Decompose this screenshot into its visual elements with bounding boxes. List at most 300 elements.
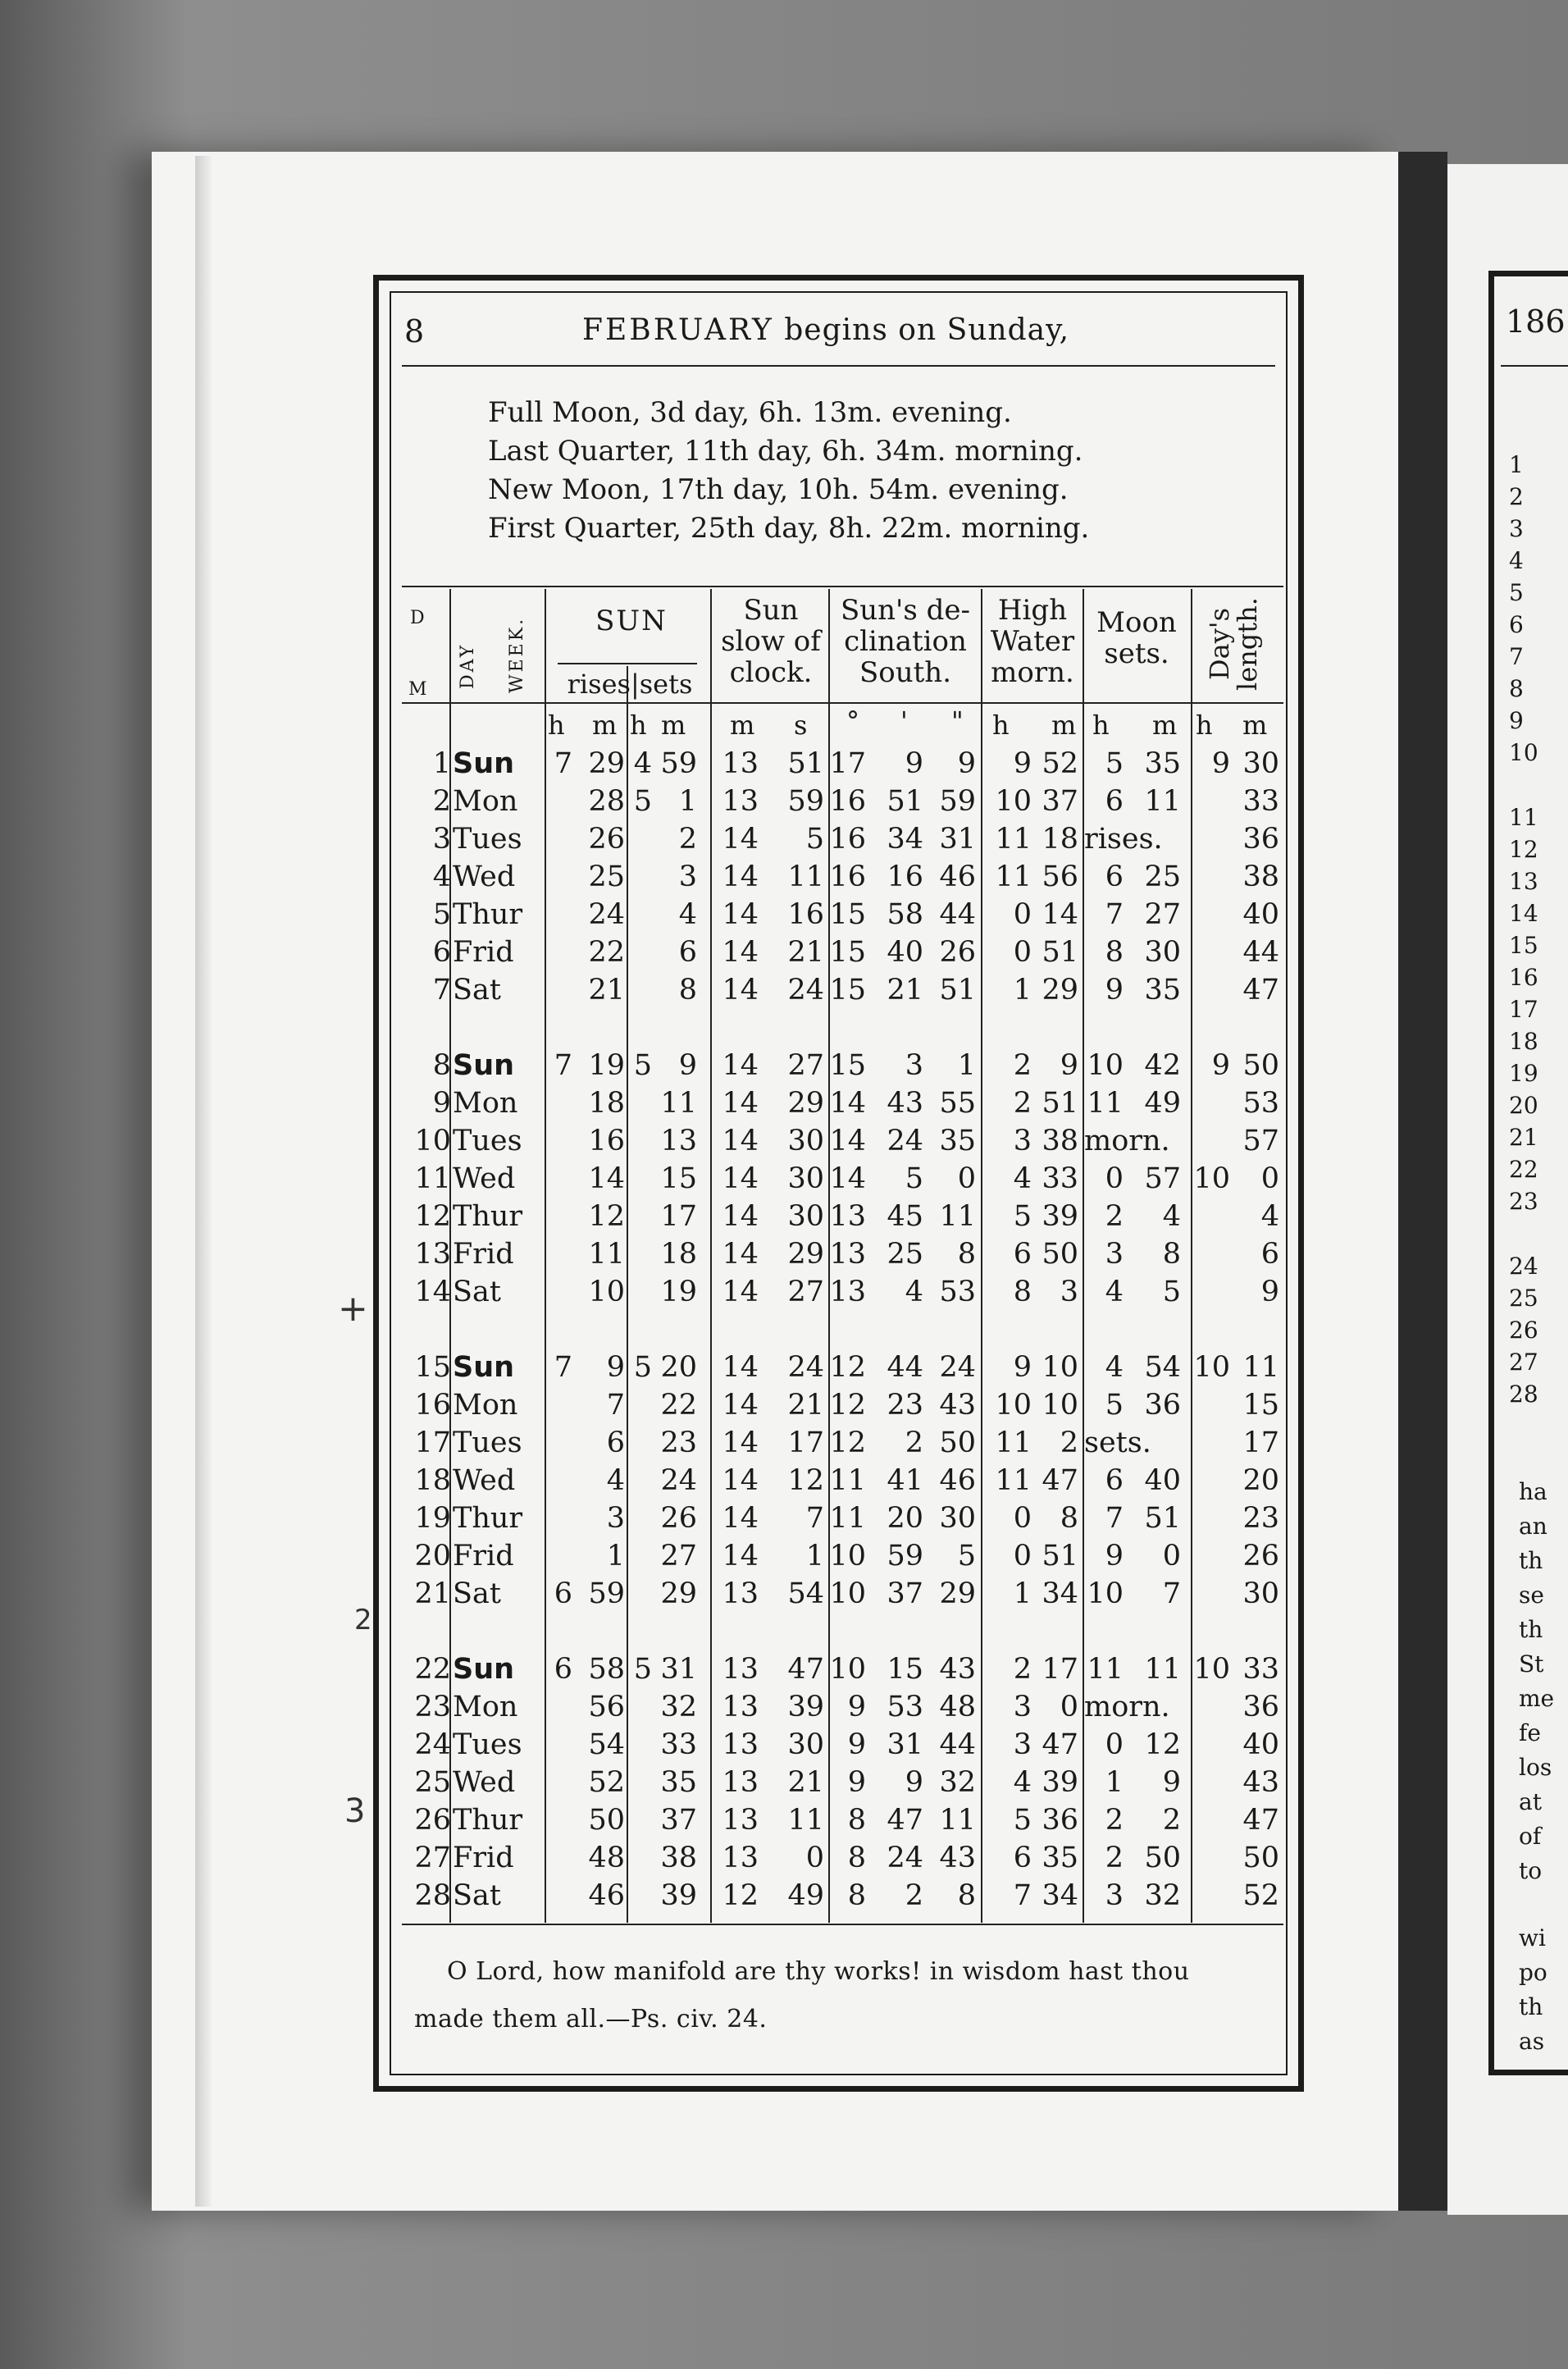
right-page-day: 19 [1509, 1060, 1538, 1087]
cell-hwm: 37 [1042, 785, 1078, 818]
cell-mm: 25 [1144, 860, 1181, 893]
cell-rm: 10 [588, 1276, 625, 1308]
cell-hwh: 2 [1013, 1049, 1032, 1082]
right-page-day: 14 [1509, 900, 1538, 927]
cell-hwm: 10 [1042, 1351, 1078, 1384]
table-row [402, 1386, 1283, 1424]
cell-rh: 7 [554, 1049, 572, 1082]
cell-dm: 37 [887, 1577, 923, 1610]
cell-d: 27 [414, 1842, 451, 1874]
cell-mh: 0 [1105, 1162, 1124, 1195]
cell-d: 19 [414, 1502, 451, 1535]
right-page-day: 8 [1509, 675, 1524, 702]
cell-d: 12 [414, 1200, 451, 1233]
cell-hwm: 10 [1042, 1389, 1078, 1422]
cell-slm: 14 [722, 1502, 759, 1535]
cell-lm: 30 [1242, 1577, 1279, 1610]
cell-d: 23 [414, 1691, 451, 1723]
right-page-fragment: th [1519, 1993, 1543, 2020]
header-hw-line: Water [990, 625, 1075, 658]
cell-ds: 11 [939, 1200, 976, 1233]
cell-sm: 17 [660, 1200, 697, 1233]
cell-slm: 13 [722, 1577, 759, 1610]
cell-day: Thur [453, 1804, 523, 1837]
cell-mh: 4 [1105, 1351, 1124, 1384]
cell-ds: 8 [957, 1879, 976, 1912]
cell-mh: 10 [1087, 1577, 1124, 1610]
cell-ds: 43 [939, 1842, 976, 1874]
cell-dm: 3 [905, 1049, 923, 1082]
cell-sm: 59 [660, 747, 697, 780]
cell-day: Wed [453, 1162, 516, 1195]
table-row [402, 1801, 1283, 1839]
table-row [402, 1160, 1283, 1198]
cell-mh: 4 [1105, 1276, 1124, 1308]
cell-mh: 5 [1105, 1389, 1124, 1422]
table-row [402, 1839, 1283, 1877]
cell-d: 15 [414, 1351, 451, 1384]
table-row [402, 745, 1283, 783]
cell-lm: 9 [1260, 1276, 1279, 1308]
table-row [402, 933, 1283, 971]
cell-day: Sat [453, 1577, 501, 1610]
cell-rh: 7 [554, 1351, 572, 1384]
cell-mh: 5 [1105, 747, 1124, 780]
cell-dd: 14 [829, 1125, 866, 1157]
cell-d: 28 [414, 1879, 451, 1912]
cell-sm: 38 [660, 1842, 697, 1874]
cell-mh: 0 [1105, 1728, 1124, 1761]
cell-dm: 47 [887, 1804, 923, 1837]
cell-sls: 11 [787, 860, 824, 893]
cell-dm: 44 [887, 1351, 923, 1384]
header-length-line: length. [1232, 597, 1263, 691]
unit-label: m [730, 710, 755, 741]
cell-dd: 9 [847, 1766, 866, 1799]
cell-sm: 23 [660, 1426, 697, 1459]
right-page-fragment: ha [1519, 1478, 1547, 1505]
cell-lm: 23 [1242, 1502, 1279, 1535]
cell-rm: 26 [588, 823, 625, 856]
unit-label: h [630, 710, 647, 741]
cell-ds: 9 [957, 747, 976, 780]
cell-lm: 0 [1260, 1162, 1279, 1195]
cell-rh: 7 [554, 747, 572, 780]
cell-mh: 10 [1087, 1049, 1124, 1082]
cell-ds: 26 [939, 936, 976, 969]
cell-sls: 0 [805, 1842, 824, 1874]
cell-dd: 8 [847, 1842, 866, 1874]
cell-hwh: 2 [1013, 1087, 1032, 1120]
header-sun-slow-line: Sun [743, 594, 799, 627]
header-high-water [982, 595, 1083, 688]
right-page-fragment: po [1519, 1959, 1547, 1986]
cell-rm: 52 [588, 1766, 625, 1799]
right-page-day: 21 [1509, 1124, 1538, 1151]
cell-lm: 15 [1242, 1389, 1279, 1422]
cell-day: Tues [453, 823, 522, 856]
cell-slm: 13 [722, 1804, 759, 1837]
cell-day: Sun [453, 1049, 515, 1082]
cell-day: Sun [453, 1653, 515, 1686]
cell-lm: 33 [1242, 785, 1279, 818]
cell-mh: rises. [1084, 823, 1163, 856]
right-page-fragment: of [1519, 1823, 1542, 1850]
cell-hwm: 51 [1042, 1540, 1078, 1572]
cell-hwm: 17 [1042, 1653, 1078, 1686]
header-week: WEEK. [507, 616, 527, 693]
book-gutter [1398, 152, 1447, 2211]
cell-slm: 14 [722, 1125, 759, 1157]
cell-mm: 0 [1162, 1540, 1181, 1572]
right-page-day: 12 [1509, 836, 1538, 863]
unit-label: h [1092, 710, 1110, 741]
cell-sls: 59 [787, 785, 824, 818]
cell-slm: 13 [722, 747, 759, 780]
cell-dm: 9 [905, 747, 923, 780]
header-moon-line: sets. [1104, 637, 1169, 670]
cell-mm: 2 [1162, 1804, 1181, 1837]
margin-mark: 3 [344, 1792, 366, 1830]
cell-dm: 15 [887, 1653, 923, 1686]
cell-mh: 3 [1105, 1238, 1124, 1271]
footer-line: O Lord, how manifold are thy works! in wisdom hast thou [447, 1957, 1190, 1986]
cell-d: 1 [432, 747, 451, 780]
moon-phase-line: Last Quarter, 11th day, 6h. 34m. morning. [488, 435, 1083, 468]
table-row [402, 820, 1283, 858]
cell-hwm: 29 [1042, 974, 1078, 1006]
cell-d: 13 [414, 1238, 451, 1271]
header-moon-line: Moon [1096, 606, 1177, 639]
cell-dm: 45 [887, 1200, 923, 1233]
cell-d: 21 [414, 1577, 451, 1610]
cell-hwh: 0 [1013, 898, 1032, 931]
cell-mh: 1 [1105, 1766, 1124, 1799]
right-page-day: 20 [1509, 1092, 1538, 1119]
right-page-day: 3 [1509, 515, 1524, 542]
cell-hwm: 39 [1042, 1200, 1078, 1233]
cell-sls: 54 [787, 1577, 824, 1610]
cell-dd: 12 [829, 1389, 866, 1422]
cell-dd: 15 [829, 974, 866, 1006]
right-page-day: 22 [1509, 1156, 1538, 1183]
right-page-day: 4 [1509, 547, 1524, 574]
cell-rh: 6 [554, 1577, 572, 1610]
cell-sm: 20 [660, 1351, 697, 1384]
cell-hwm: 38 [1042, 1125, 1078, 1157]
cell-mh: 9 [1105, 974, 1124, 1006]
cell-rm: 7 [606, 1389, 625, 1422]
cell-sm: 13 [660, 1125, 697, 1157]
header-sun: SUN [595, 605, 668, 637]
cell-rm: 24 [588, 898, 625, 931]
cell-sh: 5 [633, 1653, 652, 1686]
cell-dd: 8 [847, 1879, 866, 1912]
cell-sh: 5 [633, 1049, 652, 1082]
cell-sls: 21 [787, 1766, 824, 1799]
cell-sm: 2 [678, 823, 697, 856]
header-d: D [410, 608, 426, 628]
cell-day: Thur [453, 1200, 523, 1233]
cell-sm: 4 [678, 898, 697, 931]
unit-label: h [1196, 710, 1213, 741]
unit-label: " [951, 705, 964, 737]
cell-hwh: 11 [995, 823, 1032, 856]
cell-d: 7 [432, 974, 451, 1006]
cell-lh: 10 [1193, 1162, 1230, 1195]
cell-rm: 3 [606, 1502, 625, 1535]
cell-ds: 30 [939, 1502, 976, 1535]
footer-line: made them all.—Ps. civ. 24. [414, 2005, 768, 2034]
footer-verse [414, 1948, 1283, 2043]
cell-sls: 27 [787, 1049, 824, 1082]
cell-hwm: 56 [1042, 860, 1078, 893]
unit-label: m [661, 710, 686, 741]
cell-mm: 57 [1144, 1162, 1181, 1195]
cell-sls: 24 [787, 1351, 824, 1384]
cell-lm: 53 [1242, 1087, 1279, 1120]
cell-sm: 32 [660, 1691, 697, 1723]
cell-slm: 13 [722, 1842, 759, 1874]
cell-sls: 12 [787, 1464, 824, 1497]
cell-d: 10 [414, 1125, 451, 1157]
table-row [402, 1273, 1283, 1311]
cell-mm: 42 [1144, 1049, 1181, 1082]
cell-hwm: 3 [1060, 1276, 1078, 1308]
cell-dd: 17 [829, 747, 866, 780]
cell-dm: 5 [905, 1162, 923, 1195]
cell-lm: 11 [1242, 1351, 1279, 1384]
cell-lm: 36 [1242, 823, 1279, 856]
right-page-year: 186 [1506, 304, 1566, 340]
cell-rm: 11 [588, 1238, 625, 1271]
cell-day: Thur [453, 1502, 523, 1535]
cell-slm: 14 [722, 1426, 759, 1459]
unit-label: m [1152, 710, 1178, 741]
right-page-day: 26 [1509, 1317, 1538, 1344]
right-page-day: 10 [1509, 739, 1538, 766]
table-bottom-rule [402, 1924, 1283, 1925]
cell-mm: 50 [1144, 1842, 1181, 1874]
moon-phase-line: New Moon, 17th day, 10h. 54m. evening. [488, 473, 1069, 506]
cell-sm: 37 [660, 1804, 697, 1837]
cell-sls: 27 [787, 1276, 824, 1308]
cell-lh: 9 [1211, 747, 1230, 780]
right-page-fragment: to [1519, 1857, 1543, 1884]
cell-lm: 4 [1260, 1200, 1279, 1233]
right-page-day: 18 [1509, 1028, 1538, 1055]
cell-day: Sat [453, 1879, 501, 1912]
cell-rm: 4 [606, 1464, 625, 1497]
cell-hwh: 5 [1013, 1200, 1032, 1233]
table-row [402, 1462, 1283, 1499]
cell-hwh: 6 [1013, 1842, 1032, 1874]
cell-rm: 58 [588, 1653, 625, 1686]
cell-sls: 30 [787, 1728, 824, 1761]
cell-dm: 20 [887, 1502, 923, 1535]
table-row [402, 1047, 1283, 1084]
right-page-day: 24 [1509, 1253, 1538, 1280]
cell-sm: 15 [660, 1162, 697, 1195]
cell-dd: 12 [829, 1426, 866, 1459]
cell-d: 22 [414, 1653, 451, 1686]
cell-dd: 12 [829, 1351, 866, 1384]
header-moon-sets [1084, 607, 1189, 669]
cell-dd: 10 [829, 1653, 866, 1686]
table-row [402, 1764, 1283, 1801]
cell-sh: 5 [633, 785, 652, 818]
cell-mh: morn. [1084, 1691, 1170, 1723]
cell-mh: 3 [1105, 1879, 1124, 1912]
margin-mark: + [338, 1288, 368, 1330]
cell-rm: 6 [606, 1426, 625, 1459]
cell-mm: 35 [1144, 747, 1181, 780]
cell-day: Wed [453, 1464, 516, 1497]
cell-day: Frid [453, 1540, 514, 1572]
cell-dd: 15 [829, 898, 866, 931]
header-decl-line: South. [859, 656, 952, 689]
cell-dd: 15 [829, 936, 866, 969]
cell-d: 2 [432, 785, 451, 818]
cell-day: Mon [453, 1389, 518, 1422]
cell-day: Sun [453, 1351, 515, 1384]
cell-lm: 44 [1242, 936, 1279, 969]
cell-slm: 14 [722, 1162, 759, 1195]
cell-dd: 15 [829, 1049, 866, 1082]
header-decl-line: clination [844, 625, 967, 658]
header-rises-sets: rises|sets [567, 669, 693, 700]
cell-ds: 50 [939, 1426, 976, 1459]
cell-rm: 18 [588, 1087, 625, 1120]
cell-sls: 29 [787, 1087, 824, 1120]
cell-ds: 51 [939, 974, 976, 1006]
table-row [402, 1235, 1283, 1273]
cell-mm: 54 [1144, 1351, 1181, 1384]
cell-sm: 35 [660, 1766, 697, 1799]
right-page-fragment: wi [1519, 1924, 1546, 1951]
header-hw-line: morn. [991, 656, 1074, 689]
cell-hwh: 4 [1013, 1766, 1032, 1799]
cell-ds: 43 [939, 1389, 976, 1422]
cell-hwh: 0 [1013, 1502, 1032, 1535]
right-page-fragment: se [1519, 1582, 1544, 1609]
cell-mm: 32 [1144, 1879, 1181, 1912]
cell-day: Tues [453, 1125, 522, 1157]
unit-label: h [992, 710, 1010, 741]
table-row [402, 1084, 1283, 1122]
cell-rm: 16 [588, 1125, 625, 1157]
cell-dd: 14 [829, 1087, 866, 1120]
cell-day: Mon [453, 785, 518, 818]
cell-hwm: 14 [1042, 898, 1078, 931]
heading-month: FEBRUARY [582, 313, 774, 347]
cell-day: Mon [453, 1087, 518, 1120]
cell-lm: 38 [1242, 860, 1279, 893]
cell-ds: 46 [939, 860, 976, 893]
cell-hwm: 51 [1042, 1087, 1078, 1120]
cell-dd: 16 [829, 860, 866, 893]
cell-slm: 14 [722, 1200, 759, 1233]
table-row [402, 896, 1283, 933]
cell-ds: 53 [939, 1276, 976, 1308]
cell-rm: 56 [588, 1691, 625, 1723]
cell-slm: 13 [722, 1691, 759, 1723]
cell-slm: 14 [722, 1540, 759, 1572]
cell-ds: 55 [939, 1087, 976, 1120]
cell-slm: 14 [722, 1049, 759, 1082]
cell-ds: 31 [939, 823, 976, 856]
cell-dm: 9 [905, 1766, 923, 1799]
table-row [402, 1688, 1283, 1726]
cell-dm: 41 [887, 1464, 923, 1497]
cell-day: Tues [453, 1728, 522, 1761]
cell-day: Sat [453, 974, 501, 1006]
cell-lm: 6 [1260, 1238, 1279, 1271]
cell-hwh: 10 [995, 785, 1032, 818]
cell-sls: 29 [787, 1238, 824, 1271]
right-page-rule [1501, 365, 1568, 367]
cell-hwm: 34 [1042, 1577, 1078, 1610]
cell-mm: 51 [1144, 1502, 1181, 1535]
right-page-day: 5 [1509, 579, 1524, 606]
cell-slm: 13 [722, 1653, 759, 1686]
cell-slm: 14 [722, 1389, 759, 1422]
cell-hwh: 9 [1013, 1351, 1032, 1384]
table-row [402, 1537, 1283, 1575]
cell-rm: 1 [606, 1540, 625, 1572]
cell-lm: 17 [1242, 1426, 1279, 1459]
cell-ds: 44 [939, 898, 976, 931]
cell-sls: 24 [787, 974, 824, 1006]
cell-d: 11 [414, 1162, 451, 1195]
cell-dd: 9 [847, 1691, 866, 1723]
cell-hwh: 1 [1013, 1577, 1032, 1610]
cell-hwh: 3 [1013, 1125, 1032, 1157]
right-page-fragment: at [1519, 1788, 1542, 1815]
cell-dm: 25 [887, 1238, 923, 1271]
cell-hwm: 0 [1060, 1691, 1078, 1723]
cell-slm: 12 [722, 1879, 759, 1912]
cell-mh: 2 [1105, 1842, 1124, 1874]
cell-hwh: 3 [1013, 1728, 1032, 1761]
header-decl-line: Sun's de- [840, 594, 971, 627]
cell-ds: 1 [957, 1049, 976, 1082]
cell-lm: 33 [1242, 1653, 1279, 1686]
cell-sls: 47 [787, 1653, 824, 1686]
right-page-day: 2 [1509, 483, 1524, 510]
cell-day: Wed [453, 1766, 516, 1799]
right-page-day: 16 [1509, 964, 1538, 991]
cell-ds: 32 [939, 1766, 976, 1799]
cell-ds: 29 [939, 1577, 976, 1610]
cell-mh: sets. [1084, 1426, 1151, 1459]
cell-dm: 23 [887, 1389, 923, 1422]
unit-label: ' [900, 705, 908, 737]
cell-hwm: 47 [1042, 1728, 1078, 1761]
right-page-day: 1 [1509, 451, 1524, 478]
cell-dd: 11 [829, 1464, 866, 1497]
cell-mh: 9 [1105, 1540, 1124, 1572]
right-page-day: 11 [1509, 804, 1538, 831]
cell-dd: 16 [829, 785, 866, 818]
header-sun-slow-line: clock. [729, 656, 813, 689]
cell-dm: 59 [887, 1540, 923, 1572]
cell-dd: 11 [829, 1502, 866, 1535]
cell-dm: 16 [887, 860, 923, 893]
cell-sls: 21 [787, 936, 824, 969]
cell-dd: 14 [829, 1162, 866, 1195]
cell-slm: 13 [722, 1728, 759, 1761]
